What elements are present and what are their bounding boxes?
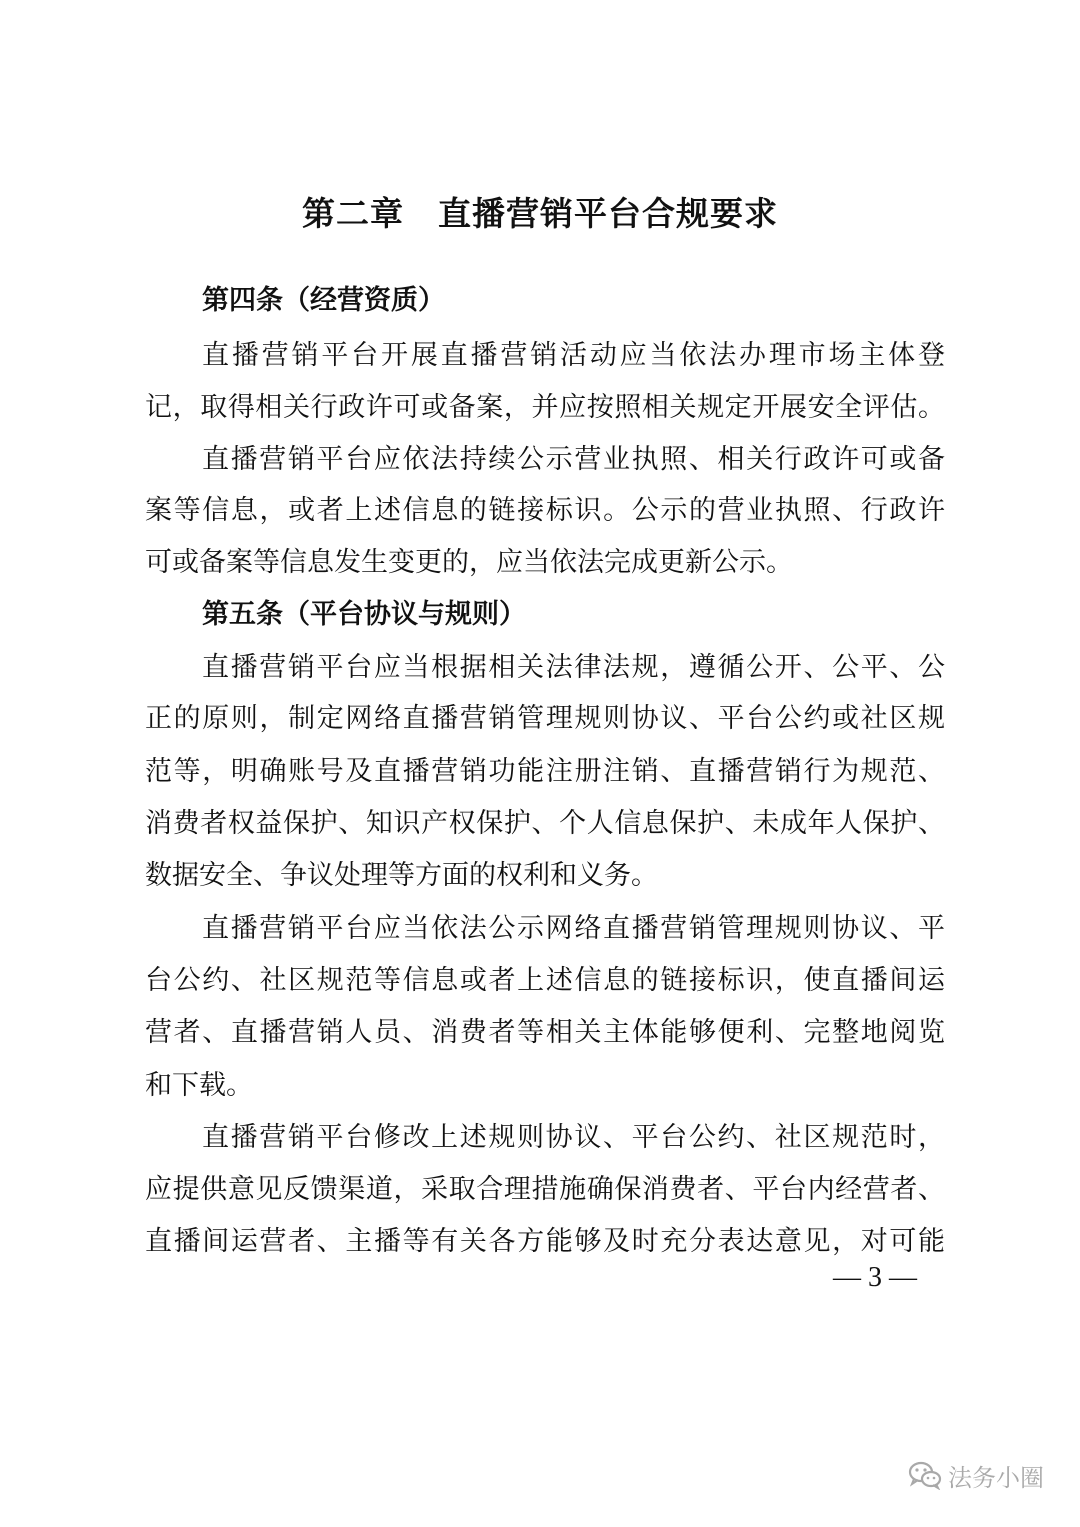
page-number: — 3 — [833,1262,917,1293]
watermark-text: 法务小圈 [948,1463,1044,1492]
paragraph-line: 可或备案等信息发生变更的，应当依法完成更新公示。 [145,547,793,578]
paragraph-line: 记，取得相关行政许可或备案，并应按照相关规定开展安全评估。 [145,392,945,423]
paragraph-line: 台公约、社区规范等信息或者上述信息的链接标识，使直播间运 [145,965,945,996]
paragraph-line: 直播营销平台修改上述规则协议、平台公约、社区规范时， [202,1122,945,1153]
paragraph-line: 直播营销平台应当根据相关法律法规，遵循公开、公平、公 [202,652,945,683]
chapter-title: 第二章 直播营销平台合规要求 [302,194,778,233]
wechat-icon [908,1460,942,1490]
paragraph-line: 直播营销平台应依法持续公示营业执照、相关行政许可或备 [202,444,945,475]
paragraph-line: 营者、直播营销人员、消费者等相关主体能够便利、完整地阅览 [145,1017,945,1048]
paragraph-line: 范等，明确账号及直播营销功能注册注销、直播营销行为规范、 [145,756,945,787]
watermark [908,1455,1044,1495]
article-4-heading: 第四条（经营资质） [202,285,445,316]
paragraph-line: 应提供意见反馈渠道，采取合理措施确保消费者、平台内经营者、 [145,1174,945,1205]
paragraph-line: 案等信息，或者上述信息的链接标识。公示的营业执照、行政许 [145,495,945,526]
article-5-heading: 第五条（平台协议与规则） [202,599,526,630]
paragraph-line: 和下载。 [145,1070,253,1101]
paragraph-line: 直播营销平台应当依法公示网络直播营销管理规则协议、平 [202,913,945,944]
paragraph-line: 数据安全、争议处理等方面的权利和义务。 [145,860,658,891]
paragraph-line: 正的原则，制定网络直播营销管理规则协议、平台公约或社区规 [145,703,945,734]
paragraph-line: 直播营销平台开展直播营销活动应当依法办理市场主体登 [202,340,945,371]
paragraph-line: 直播间运营者、主播等有关各方能够及时充分表达意见，对可能 [145,1226,945,1257]
paragraph-line: 消费者权益保护、知识产权保护、个人信息保护、未成年人保护、 [145,808,945,839]
